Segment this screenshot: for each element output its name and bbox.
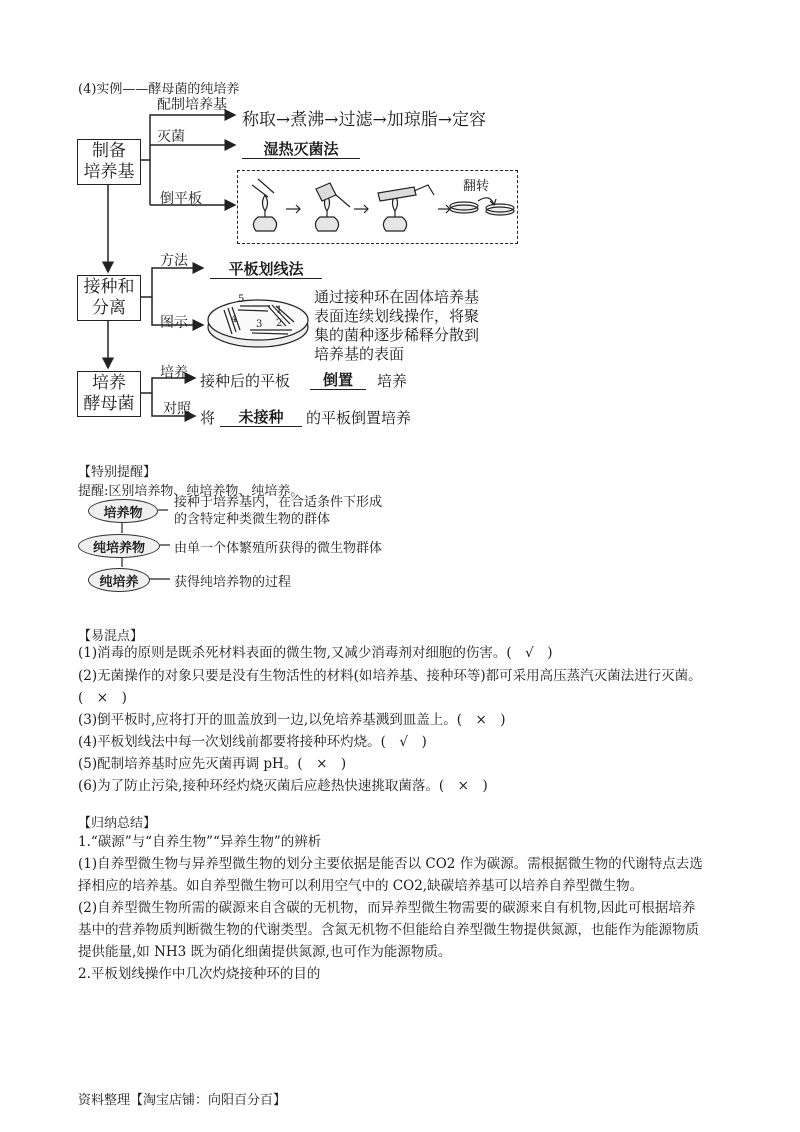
branch-control: 对照 xyxy=(163,401,191,417)
box-inoculate-line1: 接种和 xyxy=(83,277,135,297)
section-heading: (4)实例——酵母菌的纯培养 xyxy=(78,82,240,97)
confusion-item: (1)消毒的原则是既杀死材料表面的微生物,又减少消毒剂对细胞的伤害。( √ ) xyxy=(78,645,553,661)
dish-number-4: 4 xyxy=(231,314,238,325)
confusion-item: (6)为了防止污染,接种环经灼烧灭菌后应趁热快速挑取菌落。( × ) xyxy=(78,778,488,794)
confusions-heading: 【易混点】 xyxy=(78,629,144,644)
branch-pour-plate: 倒平板 xyxy=(160,191,202,207)
term-definition-culture xyxy=(174,494,382,528)
branch-prepare-medium: 配制培养基 xyxy=(157,97,227,113)
box-culture-line2: 酵母菌 xyxy=(83,394,135,414)
term-definition-pure-culture: 获得纯培养物的过程 xyxy=(174,575,292,590)
method-answer: 平板划线法 xyxy=(210,258,322,279)
figure-description-line: 表面连续划线操作，将聚 xyxy=(314,307,480,325)
summary-heading: 【归纳总结】 xyxy=(78,816,157,831)
figure-description-line: 集的菌种逐步稀释分散到 xyxy=(314,326,480,344)
box-inoculate-line2: 分离 xyxy=(92,298,126,318)
confusion-item: (4)平板划线法中每一次划线前都要将接种环灼烧。( √ ) xyxy=(78,734,427,750)
summary-line: 择相应的培养基。如自养型微生物可以利用空气中的 CO2,缺碳培养基可以培养自养型微生物。 xyxy=(78,878,644,894)
reminder-intro: 提醒:区别培养物、纯培养物、纯培养。 xyxy=(78,484,304,499)
confusion-item-answer: ( × ) xyxy=(78,690,127,706)
figure-description-line: 通过接种环在固体培养基 xyxy=(314,288,480,306)
reminder-heading: 【特别提醒】 xyxy=(78,465,157,480)
prepare-steps: 称取→煮沸→过滤→加琼脂→定容 xyxy=(242,110,486,130)
term-pill-pure-culture-product: 纯培养物 xyxy=(78,534,160,558)
control-prefix: 将 xyxy=(200,409,216,427)
box-prepare-line2: 培养基 xyxy=(83,162,135,182)
definition-line: 接种于培养基内，在合适条件下形成 xyxy=(174,495,383,510)
summary-line: 2.平板划线操作中几次灼烧接种环的目的 xyxy=(78,966,321,982)
confusion-item: (3)倒平板时,应将打开的皿盖放到一边,以免培养基溅到皿盖上。( × ) xyxy=(78,712,506,728)
summary-line: 1.“碳源”与“自养生物”“异养生物”的辨析 xyxy=(78,834,322,850)
control-answer: 未接种 xyxy=(220,406,302,427)
summary-line: (1)自养型微生物与异养型微生物的划分主要依据是能否以 CO2 作为碳源。需根据微生物的代谢特点去选 xyxy=(78,856,703,872)
summary-line: 基中的营养物质判断微生物的代谢类型。含氮无机物不但能给自养型微生物提供氮源，也能作为能源物质 xyxy=(78,922,699,938)
branch-sterilize: 灭菌 xyxy=(157,129,185,145)
dish-number-2: 2 xyxy=(276,318,283,329)
confusion-item: (5)配制培养基时应先灭菌再调 pH。( × ) xyxy=(78,756,347,772)
dish-number-1: 1 xyxy=(276,305,283,316)
box-culture-line1: 培养 xyxy=(92,373,126,393)
page-footer: 资料整理【淘宝店铺：向阳百分百】 xyxy=(78,1093,287,1108)
term-pill-culture: 培养物 xyxy=(88,499,158,523)
culture-suffix: 培养 xyxy=(377,372,408,390)
dish-number-3: 3 xyxy=(256,319,263,330)
flip-label: 翻转 xyxy=(463,179,490,194)
sterilize-answer: 湿热灭菌法 xyxy=(242,138,360,159)
figure-description-line: 培养基的表面 xyxy=(314,345,405,363)
definition-line: 的含特定种类微生物的群体 xyxy=(174,512,331,527)
branch-figure: 图示 xyxy=(160,315,188,331)
control-suffix: 的平板倒置培养 xyxy=(306,409,412,427)
term-definition-pure-culture-product: 由单一个体繁殖所获得的微生物群体 xyxy=(174,541,383,556)
box-prepare-line1: 制备 xyxy=(92,141,126,161)
dish-number-5: 5 xyxy=(238,294,245,305)
culture-prefix: 接种后的平板 xyxy=(200,372,291,390)
branch-culture: 培养 xyxy=(160,365,188,381)
culture-answer: 倒置 xyxy=(310,369,366,390)
term-pill-pure-culture: 纯培养 xyxy=(88,568,150,592)
branch-method: 方法 xyxy=(160,253,188,269)
summary-line: (2)自养型微生物所需的碳源来自含碳的无机物，而异养型微生物需要的碳源来自有机物,因此可根据培养 xyxy=(78,900,696,916)
summary-line: 提供能量,如 NH3 既为硝化细菌提供氮源,也可作为能源物质。 xyxy=(78,944,452,960)
confusion-item: (2)无菌操作的对象只要是没有生物活性的材料(如培养基、接种环等)都可采用高压蒸汽灭菌法进行灭菌。 xyxy=(78,668,702,684)
